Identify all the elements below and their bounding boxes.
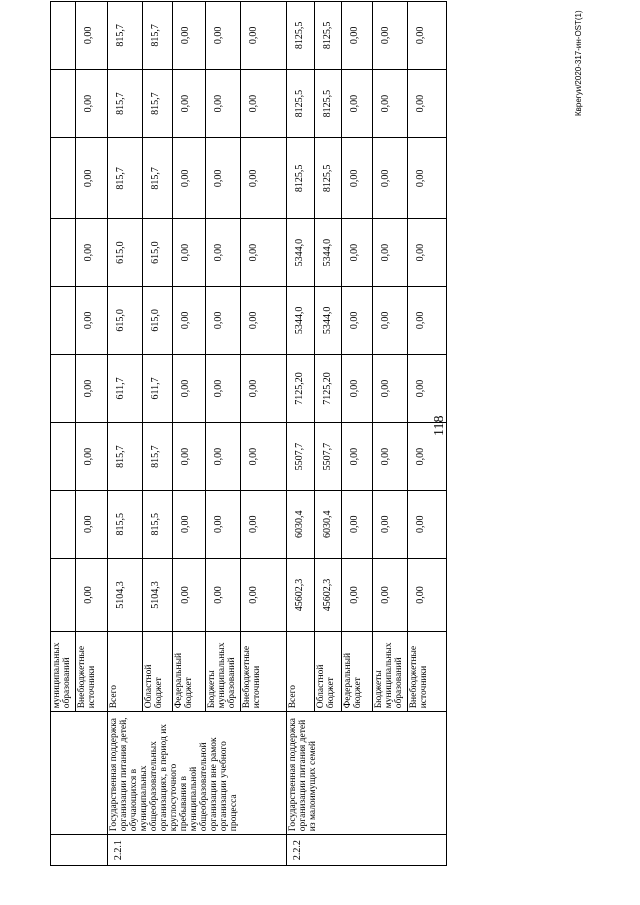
funding-source-cell: Областной бюджет [142, 632, 172, 712]
amount-cell: 7125,20 [286, 354, 314, 423]
amount-cell: 0,00 [172, 138, 205, 219]
amount-cell [51, 2, 76, 70]
amount-cell: 815,5 [142, 490, 172, 558]
funding-source-cell: Федеральный бюджет [172, 632, 205, 712]
amount-cell: 0,00 [75, 490, 107, 558]
amount-cell: 0,00 [75, 558, 107, 632]
amount-cell: 611,7 [142, 354, 172, 423]
amount-cell: 0,00 [240, 138, 286, 219]
amount-cell: 815,7 [142, 138, 172, 219]
table-row [51, 2, 76, 866]
amount-cell: 0,00 [372, 354, 407, 423]
amount-cell: 7125,20 [314, 354, 341, 423]
amount-cell: 0,00 [172, 69, 205, 138]
funding-source-cell: Бюджеты муниципальных образований [372, 632, 407, 712]
amount-cell: 0,00 [75, 286, 107, 354]
amount-cell: 8125,5 [314, 138, 341, 219]
amount-cell: 0,00 [407, 558, 446, 632]
amount-cell: 0,00 [341, 69, 372, 138]
amount-cell: 5344,0 [314, 219, 341, 287]
amount-cell: 8125,5 [286, 69, 314, 138]
amount-cell: 0,00 [372, 69, 407, 138]
amount-cell: 8125,5 [286, 138, 314, 219]
amount-cell: 615,0 [142, 219, 172, 287]
amount-cell [51, 354, 76, 423]
funding-source-cell: Всего [286, 632, 314, 712]
amount-cell: 8125,5 [314, 69, 341, 138]
amount-cell: 0,00 [75, 2, 107, 70]
amount-cell: 0,00 [407, 138, 446, 219]
amount-cell: 0,00 [240, 490, 286, 558]
amount-cell: 0,00 [205, 354, 240, 423]
amount-cell: 0,00 [372, 558, 407, 632]
amount-cell: 0,00 [240, 423, 286, 491]
amount-cell: 5104,3 [107, 558, 142, 632]
amount-cell: 815,7 [142, 2, 172, 70]
amount-cell: 0,00 [372, 423, 407, 491]
amount-cell [51, 219, 76, 287]
item-number-cell: 2.2.1 [107, 835, 286, 866]
amount-cell: 0,00 [172, 354, 205, 423]
amount-cell: 0,00 [172, 490, 205, 558]
amount-cell: 0,00 [75, 69, 107, 138]
amount-cell: 0,00 [341, 354, 372, 423]
amount-cell [51, 423, 76, 491]
amount-cell: 615,0 [107, 219, 142, 287]
table-row [107, 2, 142, 866]
amount-cell: 0,00 [172, 558, 205, 632]
budget-table [50, 1, 447, 866]
amount-cell: 5344,0 [286, 286, 314, 354]
amount-cell: 0,00 [341, 490, 372, 558]
amount-cell: 815,7 [107, 138, 142, 219]
amount-cell: 0,00 [172, 286, 205, 354]
amount-cell: 5344,0 [314, 286, 341, 354]
amount-cell [51, 286, 76, 354]
amount-cell: 0,00 [205, 138, 240, 219]
amount-cell: 0,00 [172, 423, 205, 491]
amount-cell: 0,00 [75, 354, 107, 423]
measure-description-cell: Государственная поддержка организации питания детей из малоимущих семей [286, 712, 446, 835]
amount-cell: 5104,3 [142, 558, 172, 632]
amount-cell: 0,00 [205, 423, 240, 491]
amount-cell: 0,00 [205, 2, 240, 70]
amount-cell: 0,00 [240, 69, 286, 138]
amount-cell: 0,00 [205, 490, 240, 558]
page-number: 118 [432, 415, 447, 436]
amount-cell: 615,0 [142, 286, 172, 354]
amount-cell [51, 69, 76, 138]
funding-source-cell: Бюджеты муниципальных образований [205, 632, 240, 712]
amount-cell: 0,00 [240, 286, 286, 354]
document-footer: Кврегуи/2020-317-ин-OST(1) [574, 10, 583, 116]
amount-cell: 0,00 [240, 558, 286, 632]
amount-cell: 0,00 [205, 69, 240, 138]
amount-cell: 0,00 [341, 219, 372, 287]
funding-source-cell: муниципальных образований [51, 632, 76, 712]
amount-cell: 0,00 [372, 490, 407, 558]
amount-cell: 0,00 [240, 219, 286, 287]
amount-cell: 8125,5 [286, 2, 314, 70]
amount-cell: 615,0 [107, 286, 142, 354]
funding-source-cell: Федеральный бюджет [341, 632, 372, 712]
amount-cell: 0,00 [372, 219, 407, 287]
measure-description-cell [51, 712, 108, 835]
amount-cell: 45602,3 [314, 558, 341, 632]
amount-cell: 0,00 [75, 219, 107, 287]
amount-cell: 815,7 [142, 69, 172, 138]
amount-cell: 0,00 [341, 423, 372, 491]
amount-cell: 0,00 [407, 354, 446, 423]
amount-cell: 45602,3 [286, 558, 314, 632]
amount-cell: 0,00 [205, 286, 240, 354]
amount-cell: 0,00 [205, 219, 240, 287]
amount-cell: 0,00 [372, 286, 407, 354]
amount-cell: 0,00 [407, 286, 446, 354]
amount-cell [51, 558, 76, 632]
amount-cell: 0,00 [341, 286, 372, 354]
amount-cell: 0,00 [240, 354, 286, 423]
amount-cell: 815,5 [107, 490, 142, 558]
funding-source-cell: Всего [107, 632, 142, 712]
amount-cell: 815,7 [142, 423, 172, 491]
rotated-document-page [50, 1, 590, 866]
amount-cell: 0,00 [75, 138, 107, 219]
amount-cell: 0,00 [172, 2, 205, 70]
amount-cell: 0,00 [341, 2, 372, 70]
item-number-cell [51, 835, 108, 866]
amount-cell: 0,00 [407, 423, 446, 491]
amount-cell: 611,7 [107, 354, 142, 423]
amount-cell: 0,00 [205, 558, 240, 632]
amount-cell: 0,00 [407, 490, 446, 558]
amount-cell: 0,00 [372, 138, 407, 219]
amount-cell: 0,00 [407, 69, 446, 138]
item-number-cell: 2.2.2 [286, 835, 446, 866]
amount-cell: 815,7 [107, 423, 142, 491]
amount-cell: 0,00 [407, 219, 446, 287]
measure-description-cell: Государственная поддержка организации питания детей, обучающихся в муниципальных общеобразовательных организациях, в период их круглосуточного пребывания в муниципальной общеобразовательной организации вне рамок организации учебного процесса [107, 712, 286, 835]
amount-cell: 5507,7 [286, 423, 314, 491]
amount-cell: 815,7 [107, 69, 142, 138]
amount-cell [51, 138, 76, 219]
amount-cell: 0,00 [341, 558, 372, 632]
amount-cell: 815,7 [107, 2, 142, 70]
amount-cell: 0,00 [240, 2, 286, 70]
amount-cell: 0,00 [172, 219, 205, 287]
funding-source-cell: Внебюджетные источники [75, 632, 107, 712]
amount-cell [51, 490, 76, 558]
amount-cell: 8125,5 [314, 2, 341, 70]
amount-cell: 6030,4 [314, 490, 341, 558]
amount-cell: 0,00 [407, 2, 446, 70]
amount-cell: 5507,7 [314, 423, 341, 491]
funding-source-cell: Внебюджетные источники [240, 632, 286, 712]
amount-cell: 0,00 [372, 2, 407, 70]
funding-source-cell: Областной бюджет [314, 632, 341, 712]
amount-cell: 0,00 [341, 138, 372, 219]
funding-source-cell: Внебюджетные источники [407, 632, 446, 712]
amount-cell: 6030,4 [286, 490, 314, 558]
amount-cell: 0,00 [75, 423, 107, 491]
amount-cell: 5344,0 [286, 219, 314, 287]
table-row [286, 2, 314, 866]
